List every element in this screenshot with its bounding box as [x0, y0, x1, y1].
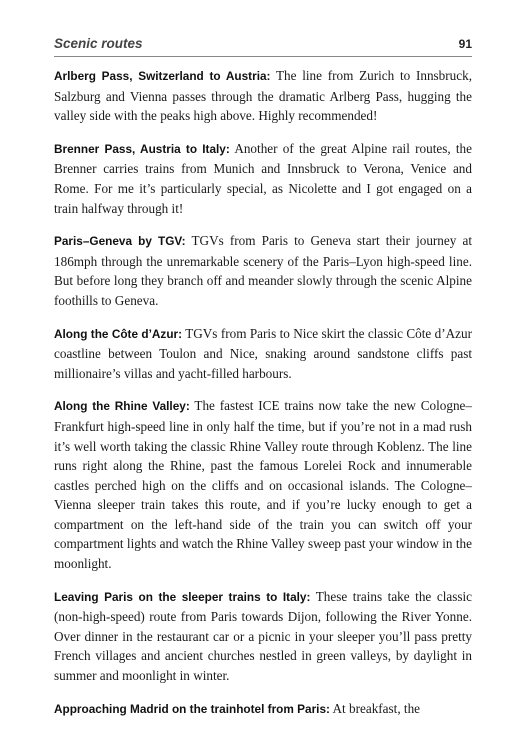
- entry-text: The line from Zurich to Innsbruck, Salzburg and Vienna passes through the dramatic Arlberg Pass, hugging the valley side with the peaks high above. Highly recommended!: [54, 68, 472, 124]
- page-body: [54, 66, 472, 732]
- entry-heading: Brenner Pass, Austria to Italy:: [54, 141, 230, 156]
- page-number: 91: [458, 37, 472, 51]
- entry-brenner-pass: [54, 139, 472, 218]
- entry-heading: Along the Rhine Valley:: [54, 399, 190, 414]
- entry-madrid-trainhotel: [54, 699, 472, 720]
- running-head: Scenic routes: [54, 36, 143, 51]
- entry-arlberg-pass: [54, 66, 472, 126]
- entry-paris-geneva: [54, 231, 472, 310]
- entry-rhine-valley: [54, 396, 472, 573]
- entry-paris-sleeper-italy: [54, 587, 472, 686]
- entry-text: TGVs from Paris to Nice skirt the classic Côte d’Azur coastline between Toulon and Nice, snaking around sandstone cliffs past millionaire’s villas and yacht-filled harbours.: [54, 325, 473, 381]
- entry-heading: Leaving Paris on the sleeper trains to Italy:: [54, 589, 311, 604]
- entry-heading: Paris–Geneva by TGV:: [54, 234, 186, 249]
- entry-text: These trains take the classic (non-high-speed) route from Paris towards Dijon, following the River Yonne. Over dinner in the restaurant car or a picnic in your sleeper you’ll pass pretty French villages and ancient churches nestled in green valleys, by daylight in summer and moonlight in winter.: [54, 588, 472, 684]
- entry-text: At breakfast, the: [332, 700, 421, 716]
- entry-heading: Along the Côte d’Azur:: [54, 326, 183, 341]
- page-header: [54, 34, 472, 57]
- entry-heading: Approaching Madrid on the trainhotel from Paris:: [54, 701, 330, 716]
- entry-text: The fastest ICE trains now take the new Cologne–Frankfurt high-speed line in only half the time, but if you’re not in a mad rush it’s well worth taking the classic Rhine Valley route through Koblenz. The line runs right along the Rhine, past the famous Lorelei Rock and innumerable castles perched high on the cliffs and on occasional islands. The Cologne–Vienna sleeper train takes this route, and if you’re lucky enough to get a compartment on the left-hand side of the train you can switch off your compartment lights and watch the Rhine Valley sweep past your window in the moonlight.: [54, 398, 472, 572]
- entry-text: Another of the great Alpine rail routes, the Brenner carries trains from Munich and Innsbruck to Verona, Venice and Rome. For me it’s particularly special, as Nicolette and I got engaged on a train halfway through it!: [54, 140, 472, 216]
- entry-cote-dazur: [54, 324, 472, 384]
- entry-heading: Arlberg Pass, Switzerland to Austria:: [54, 69, 271, 83]
- entry-text: TGVs from Paris to Geneva start their journey at 186mph through the unremarkable scenery of the Paris–Lyon high-speed line. But before long they branch off and meander slowly through the scenic Alpine foothills to Geneva.: [54, 233, 472, 308]
